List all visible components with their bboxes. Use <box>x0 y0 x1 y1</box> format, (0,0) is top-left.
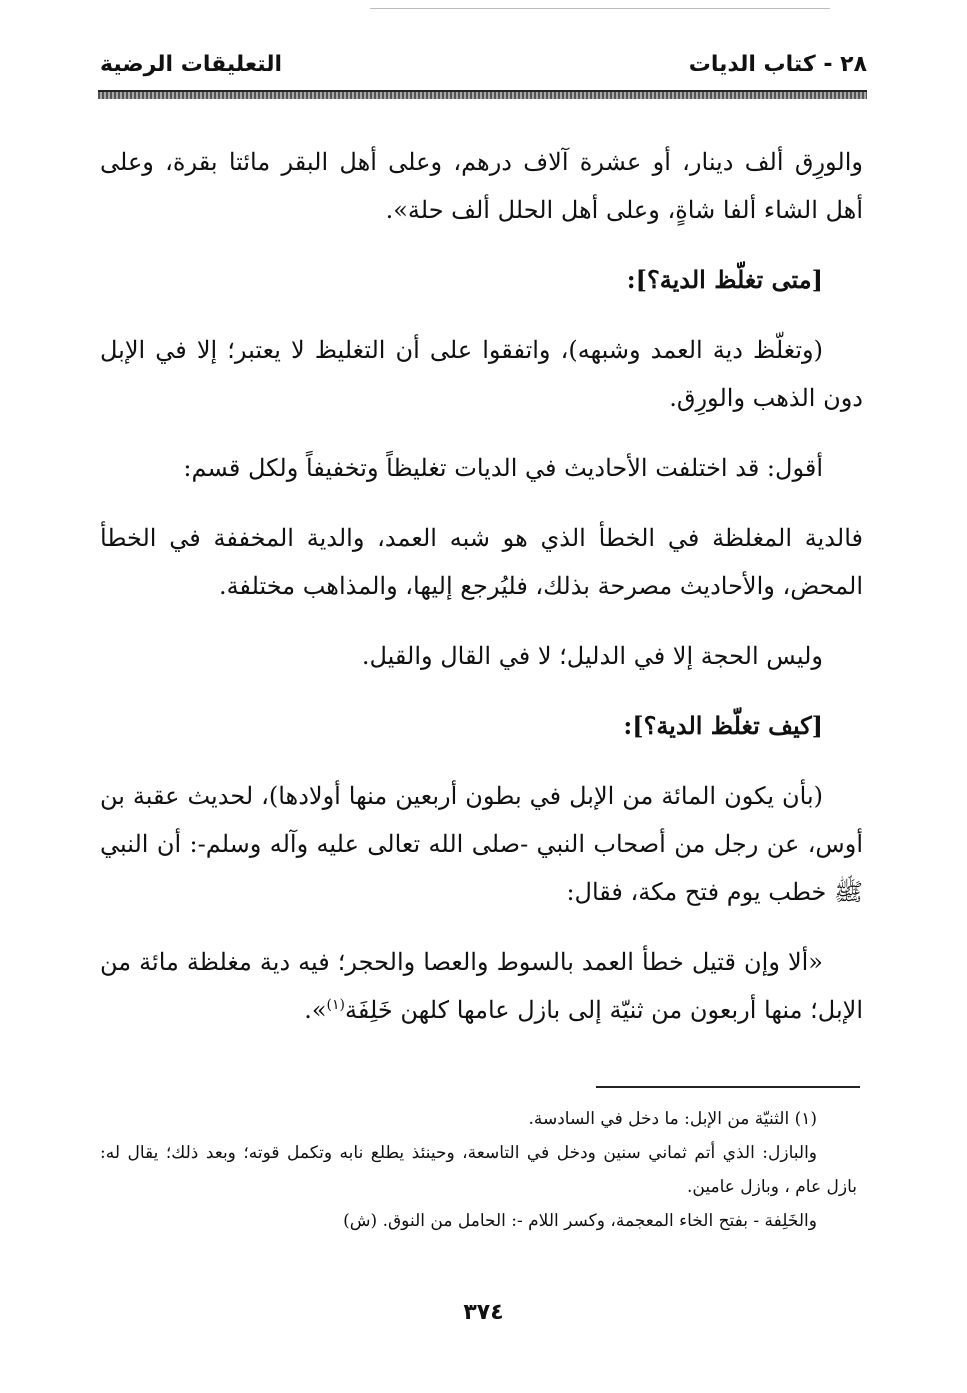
paragraph-7 <box>100 938 863 1034</box>
footnote-1: (١) الثنيّة من الإبل: ما دخل في السادسة. <box>528 1109 817 1129</box>
header-rule <box>98 90 867 99</box>
section-heading-when: [متى تغلّظ الدية؟]: <box>626 265 823 294</box>
page-number: ٣٧٤ <box>463 1300 504 1325</box>
footnote-separator <box>596 1086 860 1088</box>
footnotes <box>100 1102 857 1238</box>
section-heading-how: [كيف تغلّظ الدية؟]: <box>623 711 823 740</box>
paragraph-4: فالدية المغلظة في الخطأ الذي هو شبه العمد، والدية المخففة في الخطأ المحض، والأحاديث مصرحة بذلك، فليُرجع إليها، والمذاهب مختلفة. <box>100 524 863 600</box>
main-text <box>100 138 863 1056</box>
paragraph-6: (بأن يكون المائة من الإبل في بطون أربعين منها أولادها)، لحديث عقبة بن أوس، عن رجل من أصحاب النبي -صلى الله تعالى عليه وآله وسلم-: أن النبي ﷺ خطب يوم فتح مكة، فقال: <box>100 782 863 906</box>
hadith-end: ». <box>304 996 327 1024</box>
paragraph-3: أقول: قد اختلفت الأحاديث في الديات تغليظاً وتخفيفاً ولكل قسم: <box>183 454 823 482</box>
top-rule <box>370 8 830 9</box>
paragraph-2: (وتغلّظ دية العمد وشبهه)، واتفقوا على أن التغليظ لا يعتبر؛ إلا في الإبل دون الذهب والورِق. <box>100 336 863 412</box>
hadith-text: «ألا وإن قتيل خطأ العمد بالسوط والعصا والحجر؛ فيه دية مغلظة مائة من الإبل؛ منها أربعون من ثنيّة إلى بازل عامها كلهن خَلِفَة <box>100 948 863 1024</box>
footnote-3: والخَلِفة - بفتح الخاء المعجمة، وكسر اللام -: الحامل من النوق. (ش) <box>343 1211 817 1231</box>
chapter-title: ٢٨ - كتاب الديات <box>688 52 867 77</box>
footnote-2: والبازل: الذي أتم ثماني سنين ودخل في التاسعة، وحينئذ يطلع نابه وتكمل قوته؛ وبعد ذلك؛ يقال له: بازل عام ، وبازل عامين. <box>100 1143 857 1197</box>
paragraph-5: وليس الحجة إلا في الدليل؛ لا في القال والقيل. <box>361 642 823 670</box>
book-title: التعليقات الرضية <box>100 52 283 77</box>
running-header <box>100 44 867 84</box>
paragraph-1: والورِق ألف دينار، أو عشرة آلاف درهم، وعلى أهل البقر مائتا بقرة، وعلى أهل الشاء ألفا شاةٍ، وعلى أهل الحلل ألف حلة». <box>100 148 863 224</box>
footnote-marker: (١) <box>326 997 345 1013</box>
